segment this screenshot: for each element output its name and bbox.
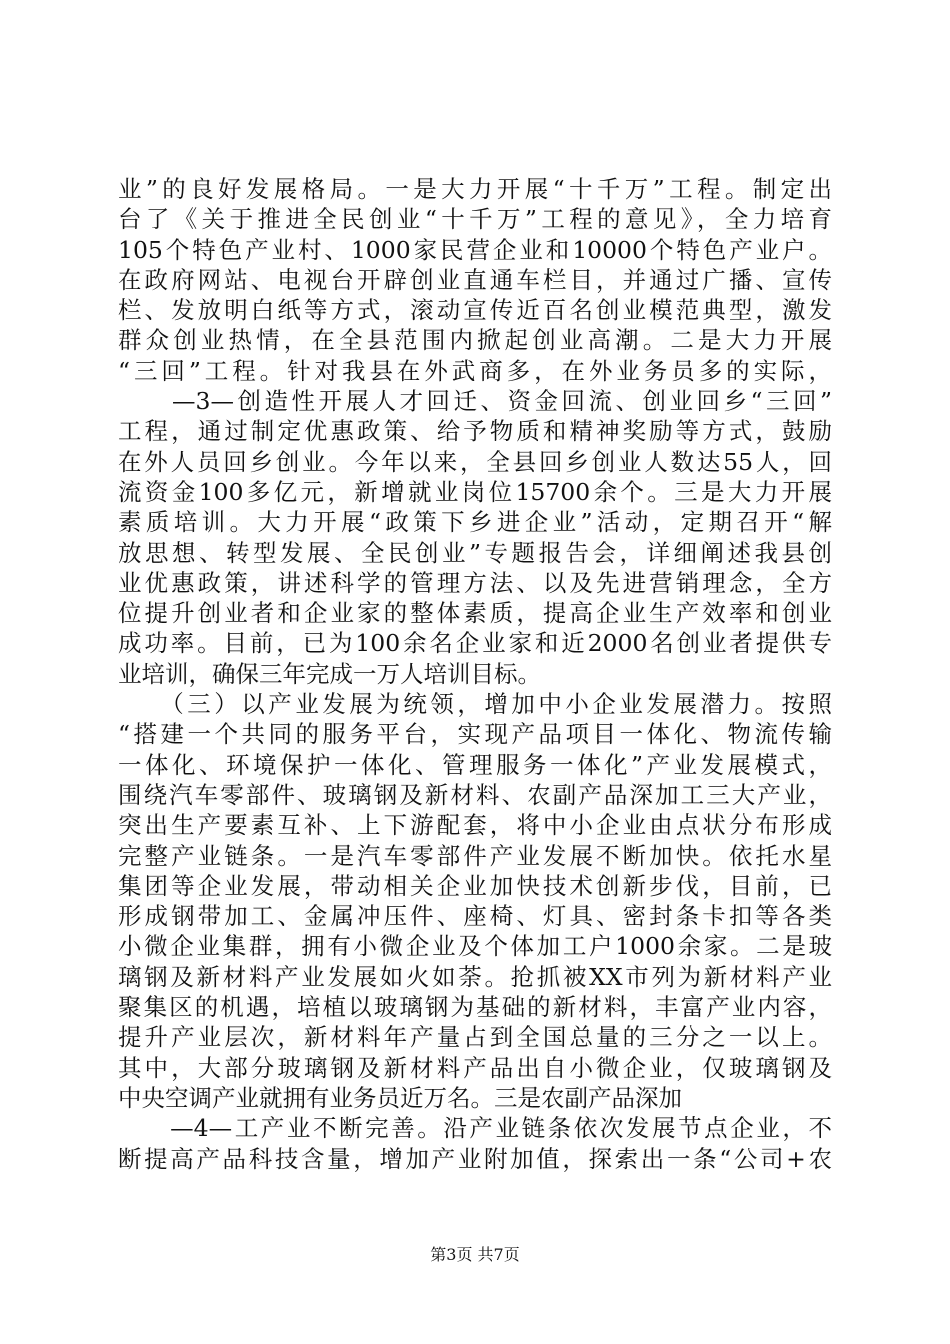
text-line: 群众创业热情，在全县范围内掀起创业高潮。二是大力开展 (118, 326, 832, 355)
text-line: 突出生产要素互补、上下游配套，将中小企业由点状分布形成 (118, 811, 832, 840)
text-line: （三）以产业发展为统领，增加中小企业发展潜力。按照 (118, 690, 832, 719)
text-line: 流资金100多亿元，新增就业岗位15700余个。三是大力开展 (118, 477, 832, 506)
text-line: “三回”工程。针对我县在外武商多，在外业务员多的实际， (118, 356, 832, 385)
text-line: 断提高产品科技含量，增加产业附加值，探索出一条“公司+农 (118, 1144, 832, 1173)
text-line: 其中，大部分玻璃钢及新材料产品出自小微企业，仅玻璃钢及 (118, 1053, 832, 1082)
text-line: 业优惠政策，讲述科学的管理方法、以及先进营销理念，全方 (118, 568, 832, 597)
text-line: —3—创造性开展人才回迁、资金回流、创业回乡“三回” (118, 387, 832, 416)
text-line: 业”的良好发展格局。一是大力开展“十千万”工程。制定出 (118, 175, 832, 203)
text-line: 聚集区的机遇，培植以玻璃钢为基础的新材料，丰富产业内容， (118, 993, 832, 1022)
text-line: 集团等企业发展，带动相关企业加快技术创新步伐，目前，已 (118, 871, 832, 900)
page-footer (0, 1245, 950, 1265)
body-text (118, 174, 832, 1174)
text-line: 105个特色产业村、1000家民营企业和10000个特色产业户。 (118, 235, 832, 264)
text-line: 形成钢带加工、金属冲压件、座椅、灯具、密封条卡扣等各类 (118, 902, 832, 931)
text-line: 放思想、转型发展、全民创业”专题报告会，详细阐述我县创 (118, 538, 832, 567)
text-line: “搭建一个共同的服务平台，实现产品项目一体化、物流传输 (118, 720, 832, 749)
text-line: 提升产业层次，新材料年产量占到全国总量的三分之一以上。 (118, 1023, 832, 1052)
text-line: 一体化、环境保护一体化、管理服务一体化”产业发展模式， (118, 750, 832, 779)
text-line: 中央空调产业就拥有业务员近万名。三是农副产品深加 (118, 1083, 682, 1112)
text-line: 完整产业链条。一是汽车零部件产业发展不断加快。依托水星 (118, 841, 832, 870)
text-line: 在外人员回乡创业。今年以来，全县回乡创业人数达55人，回 (118, 447, 832, 476)
text-line: 位提升创业者和企业家的整体素质，提高企业生产效率和创业 (118, 599, 832, 628)
page-number-label: 第3页 共7页 (430, 1245, 520, 1264)
text-line: 工程，通过制定优惠政策、给予物质和精神奖励等方式，鼓励 (118, 417, 832, 446)
text-line: 成功率。目前，已为100余名企业家和近2000名创业者提供专 (118, 629, 832, 658)
text-line: 素质培训。大力开展“政策下乡进企业”活动，定期召开“解 (118, 508, 832, 537)
text-line: 栏、发放明白纸等方式，滚动宣传近百名创业模范典型，激发 (118, 296, 832, 325)
text-line: 在政府网站、电视台开辟创业直通车栏目，并通过广播、宣传 (118, 265, 832, 294)
text-line: 小微企业集群，拥有小微企业及个体加工户1000余家。二是玻 (118, 932, 832, 961)
text-line: 围绕汽车零部件、玻璃钢及新材料、农副产品深加工三大产业， (118, 780, 832, 809)
text-line: 璃钢及新材料产业发展如火如荼。抢抓被XX市列为新材料产业 (118, 962, 832, 991)
text-line: 台了《关于推进全民创业“十千万”工程的意见》，全力培育 (118, 205, 832, 234)
text-line: 业培训，确保三年完成一万人培训目标。 (118, 659, 541, 688)
text-line: —4—工产业不断完善。沿产业链条依次发展节点企业，不 (118, 1114, 832, 1143)
